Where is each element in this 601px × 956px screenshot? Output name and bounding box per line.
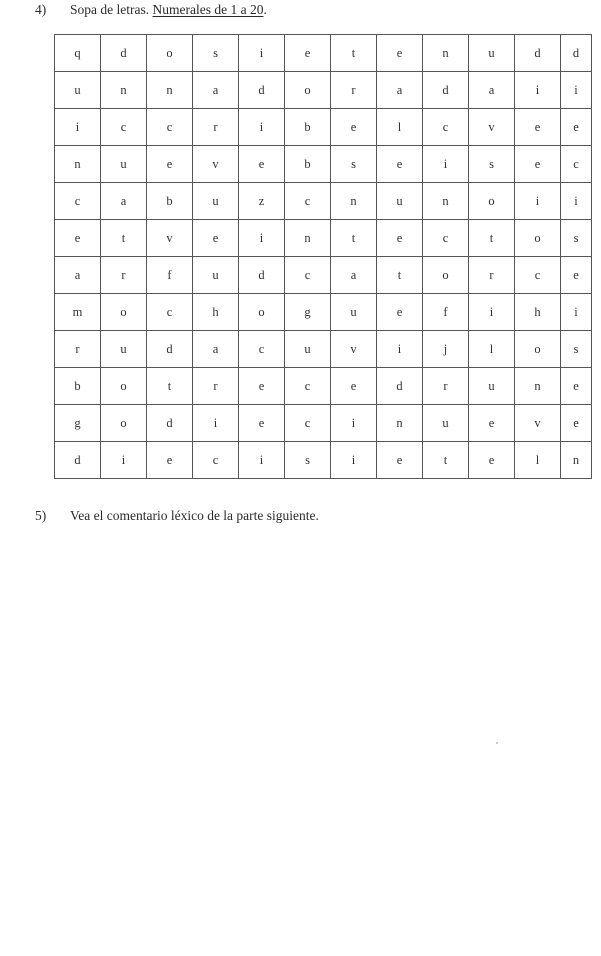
- grid-cell: e: [239, 146, 285, 183]
- grid-cell: n: [377, 405, 423, 442]
- scan-speck: [496, 742, 498, 744]
- grid-cell: c: [101, 109, 147, 146]
- grid-cell: t: [147, 368, 193, 405]
- exercise-4-number: 4): [35, 2, 47, 17]
- grid-cell: b: [285, 146, 331, 183]
- grid-cell: n: [101, 72, 147, 109]
- grid-cell: e: [561, 257, 592, 294]
- word-search-grid-body: [55, 35, 592, 479]
- grid-cell: g: [55, 405, 101, 442]
- grid-cell: i: [239, 35, 285, 72]
- grid-cell: h: [515, 294, 561, 331]
- grid-cell: d: [377, 368, 423, 405]
- grid-cell: i: [469, 294, 515, 331]
- grid-cell: i: [561, 72, 592, 109]
- grid-cell: i: [193, 405, 239, 442]
- grid-cell: e: [331, 109, 377, 146]
- grid-cell: l: [515, 442, 561, 479]
- grid-row: [55, 220, 592, 257]
- grid-cell: i: [515, 183, 561, 220]
- grid-cell: e: [377, 294, 423, 331]
- grid-cell: n: [331, 183, 377, 220]
- grid-cell: v: [147, 220, 193, 257]
- grid-cell: e: [561, 405, 592, 442]
- grid-cell: l: [469, 331, 515, 368]
- grid-row: [55, 183, 592, 220]
- grid-cell: s: [331, 146, 377, 183]
- exercise-4-end: .: [263, 2, 267, 17]
- grid-cell: n: [55, 146, 101, 183]
- grid-cell: f: [147, 257, 193, 294]
- grid-cell: d: [55, 442, 101, 479]
- grid-cell: b: [285, 109, 331, 146]
- grid-cell: e: [55, 220, 101, 257]
- grid-cell: o: [239, 294, 285, 331]
- grid-cell: c: [561, 146, 592, 183]
- grid-cell: e: [147, 146, 193, 183]
- grid-cell: d: [147, 331, 193, 368]
- grid-cell: o: [101, 405, 147, 442]
- grid-cell: n: [423, 35, 469, 72]
- grid-cell: a: [377, 72, 423, 109]
- grid-cell: c: [285, 183, 331, 220]
- grid-cell: e: [469, 442, 515, 479]
- grid-cell: t: [101, 220, 147, 257]
- grid-cell: b: [55, 368, 101, 405]
- grid-cell: r: [469, 257, 515, 294]
- exercise-5-instruction: [35, 508, 319, 524]
- grid-row: [55, 257, 592, 294]
- grid-cell: u: [423, 405, 469, 442]
- grid-cell: d: [561, 35, 592, 72]
- grid-cell: r: [55, 331, 101, 368]
- grid-cell: e: [331, 368, 377, 405]
- grid-cell: o: [423, 257, 469, 294]
- grid-cell: u: [331, 294, 377, 331]
- grid-cell: n: [423, 183, 469, 220]
- grid-cell: s: [561, 220, 592, 257]
- exercise-5-number: 5): [35, 508, 47, 523]
- grid-cell: c: [55, 183, 101, 220]
- grid-row: [55, 109, 592, 146]
- grid-cell: t: [331, 35, 377, 72]
- grid-cell: o: [515, 220, 561, 257]
- grid-cell: v: [331, 331, 377, 368]
- grid-cell: n: [285, 220, 331, 257]
- grid-cell: d: [101, 35, 147, 72]
- grid-cell: u: [55, 72, 101, 109]
- grid-cell: i: [239, 220, 285, 257]
- word-search-grid: [54, 34, 592, 479]
- grid-cell: t: [331, 220, 377, 257]
- grid-cell: a: [193, 72, 239, 109]
- grid-cell: t: [469, 220, 515, 257]
- grid-row: [55, 442, 592, 479]
- grid-cell: d: [515, 35, 561, 72]
- grid-cell: u: [101, 331, 147, 368]
- grid-cell: r: [423, 368, 469, 405]
- grid-cell: c: [285, 368, 331, 405]
- exercise-4-lead: Sopa de letras.: [70, 2, 150, 17]
- grid-cell: d: [239, 257, 285, 294]
- grid-cell: d: [239, 72, 285, 109]
- grid-cell: u: [469, 35, 515, 72]
- grid-cell: e: [377, 220, 423, 257]
- grid-cell: c: [423, 109, 469, 146]
- grid-row: [55, 405, 592, 442]
- grid-cell: i: [377, 331, 423, 368]
- grid-cell: e: [147, 442, 193, 479]
- grid-cell: e: [193, 220, 239, 257]
- grid-cell: o: [147, 35, 193, 72]
- grid-cell: c: [147, 109, 193, 146]
- grid-cell: e: [377, 146, 423, 183]
- grid-cell: a: [469, 72, 515, 109]
- grid-cell: r: [193, 368, 239, 405]
- grid-cell: u: [193, 257, 239, 294]
- grid-cell: o: [285, 72, 331, 109]
- grid-cell: e: [377, 442, 423, 479]
- exercise-5-text: Vea el comentario léxico de la parte siguiente.: [70, 508, 319, 523]
- grid-cell: j: [423, 331, 469, 368]
- grid-cell: r: [193, 109, 239, 146]
- grid-cell: a: [331, 257, 377, 294]
- grid-cell: d: [147, 405, 193, 442]
- grid-cell: c: [239, 331, 285, 368]
- grid-cell: a: [193, 331, 239, 368]
- grid-cell: i: [561, 183, 592, 220]
- grid-cell: e: [561, 109, 592, 146]
- grid-cell: r: [101, 257, 147, 294]
- grid-cell: b: [147, 183, 193, 220]
- grid-cell: i: [101, 442, 147, 479]
- grid-cell: n: [147, 72, 193, 109]
- grid-cell: i: [239, 442, 285, 479]
- grid-cell: e: [515, 109, 561, 146]
- grid-cell: o: [515, 331, 561, 368]
- grid-cell: e: [239, 405, 285, 442]
- grid-cell: e: [285, 35, 331, 72]
- grid-cell: e: [515, 146, 561, 183]
- grid-cell: v: [469, 109, 515, 146]
- grid-cell: a: [101, 183, 147, 220]
- grid-cell: e: [377, 35, 423, 72]
- grid-cell: s: [193, 35, 239, 72]
- grid-cell: e: [469, 405, 515, 442]
- grid-cell: o: [101, 294, 147, 331]
- grid-cell: c: [515, 257, 561, 294]
- grid-cell: r: [331, 72, 377, 109]
- grid-cell: l: [377, 109, 423, 146]
- grid-cell: c: [193, 442, 239, 479]
- grid-row: [55, 368, 592, 405]
- grid-cell: s: [285, 442, 331, 479]
- grid-cell: u: [469, 368, 515, 405]
- grid-cell: u: [377, 183, 423, 220]
- grid-cell: t: [377, 257, 423, 294]
- grid-cell: g: [285, 294, 331, 331]
- grid-cell: c: [285, 405, 331, 442]
- grid-cell: u: [193, 183, 239, 220]
- grid-row: [55, 35, 592, 72]
- grid-cell: m: [55, 294, 101, 331]
- grid-cell: s: [561, 331, 592, 368]
- grid-cell: c: [423, 220, 469, 257]
- grid-row: [55, 72, 592, 109]
- grid-cell: d: [423, 72, 469, 109]
- grid-row: [55, 294, 592, 331]
- grid-cell: n: [561, 442, 592, 479]
- grid-cell: v: [193, 146, 239, 183]
- grid-cell: z: [239, 183, 285, 220]
- grid-cell: e: [561, 368, 592, 405]
- grid-cell: c: [285, 257, 331, 294]
- grid-cell: i: [331, 442, 377, 479]
- grid-cell: i: [55, 109, 101, 146]
- grid-cell: f: [423, 294, 469, 331]
- grid-cell: o: [101, 368, 147, 405]
- grid-cell: o: [469, 183, 515, 220]
- grid-cell: s: [469, 146, 515, 183]
- grid-cell: v: [515, 405, 561, 442]
- grid-cell: i: [239, 109, 285, 146]
- grid-cell: i: [515, 72, 561, 109]
- exercise-4-topic: Numerales de 1 a 20: [152, 2, 264, 17]
- grid-cell: i: [423, 146, 469, 183]
- grid-cell: t: [423, 442, 469, 479]
- grid-cell: a: [55, 257, 101, 294]
- grid-row: [55, 331, 592, 368]
- grid-cell: i: [561, 294, 592, 331]
- grid-cell: i: [331, 405, 377, 442]
- grid-cell: u: [101, 146, 147, 183]
- grid-cell: h: [193, 294, 239, 331]
- exercise-4-heading: [35, 2, 267, 18]
- grid-row: [55, 146, 592, 183]
- grid-cell: n: [515, 368, 561, 405]
- grid-cell: c: [147, 294, 193, 331]
- grid-cell: q: [55, 35, 101, 72]
- grid-cell: e: [239, 368, 285, 405]
- grid-cell: u: [285, 331, 331, 368]
